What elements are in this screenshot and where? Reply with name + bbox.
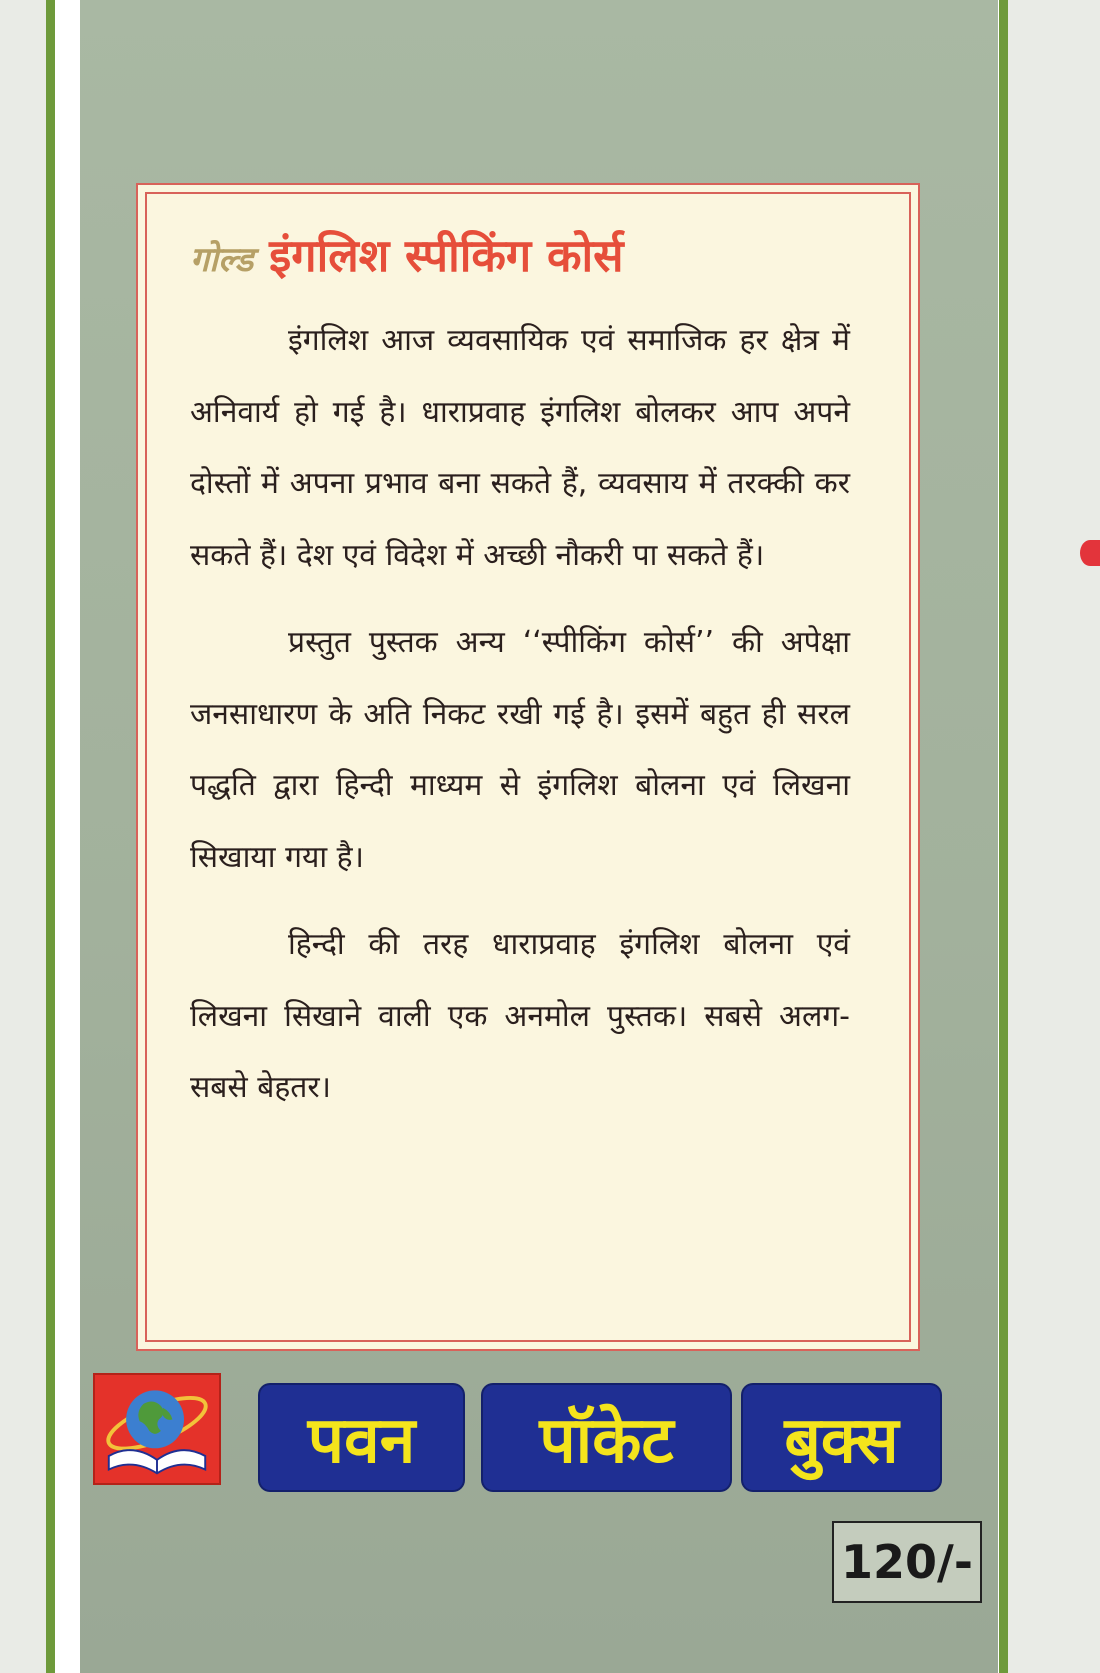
title-text: इंगलिश स्पीकिंग कोर्स xyxy=(269,229,624,282)
description-text xyxy=(190,305,850,1140)
left-green-stripe xyxy=(46,0,55,1673)
description-paragraph: प्रस्तुत पुस्तक अन्य ‘‘स्पीकिंग कोर्स’’ की अपेक्षा जनसाधारण के अति निकट रखी गई है। इसमें बहुत ही सरल पद्धति द्वारा हिन्दी माध्यम से इंगलिश बोलना एवं लिखना सिखाया गया है। xyxy=(190,625,850,875)
globe-book-icon xyxy=(95,1375,219,1483)
right-green-stripe xyxy=(999,0,1008,1673)
description-paragraph: इंगलिश आज व्यवसायिक एवं समाजिक हर क्षेत्र में अनिवार्य हो गई है। धाराप्रवाह इंगलिश बोलकर आप अपने दोस्तों में अपना प्रभाव बना सकते हैं, व्यवसाय में तरक्की कर सकते हैं। देश एवं विदेश में अच्छी नौकरी पा सकते हैं। xyxy=(190,323,850,573)
publisher-word-pawan: पवन xyxy=(260,1385,463,1490)
publisher-logo xyxy=(93,1373,221,1485)
edge-mark xyxy=(1080,540,1100,566)
price-tag: 120/- xyxy=(832,1521,982,1603)
gold-label: गोल्ड xyxy=(190,240,254,280)
description-paragraph: हिन्दी की तरह धाराप्रवाह इंगलिश बोलना एवं लिखना सिखाने वाली एक अनमोल पुस्तक। सबसे अलग-सबसे बेहतर। xyxy=(190,927,850,1105)
book-title xyxy=(190,224,890,294)
publisher-word-books: बुक्स xyxy=(743,1385,940,1490)
publisher-word-pocket: पॉकेट xyxy=(483,1385,730,1490)
